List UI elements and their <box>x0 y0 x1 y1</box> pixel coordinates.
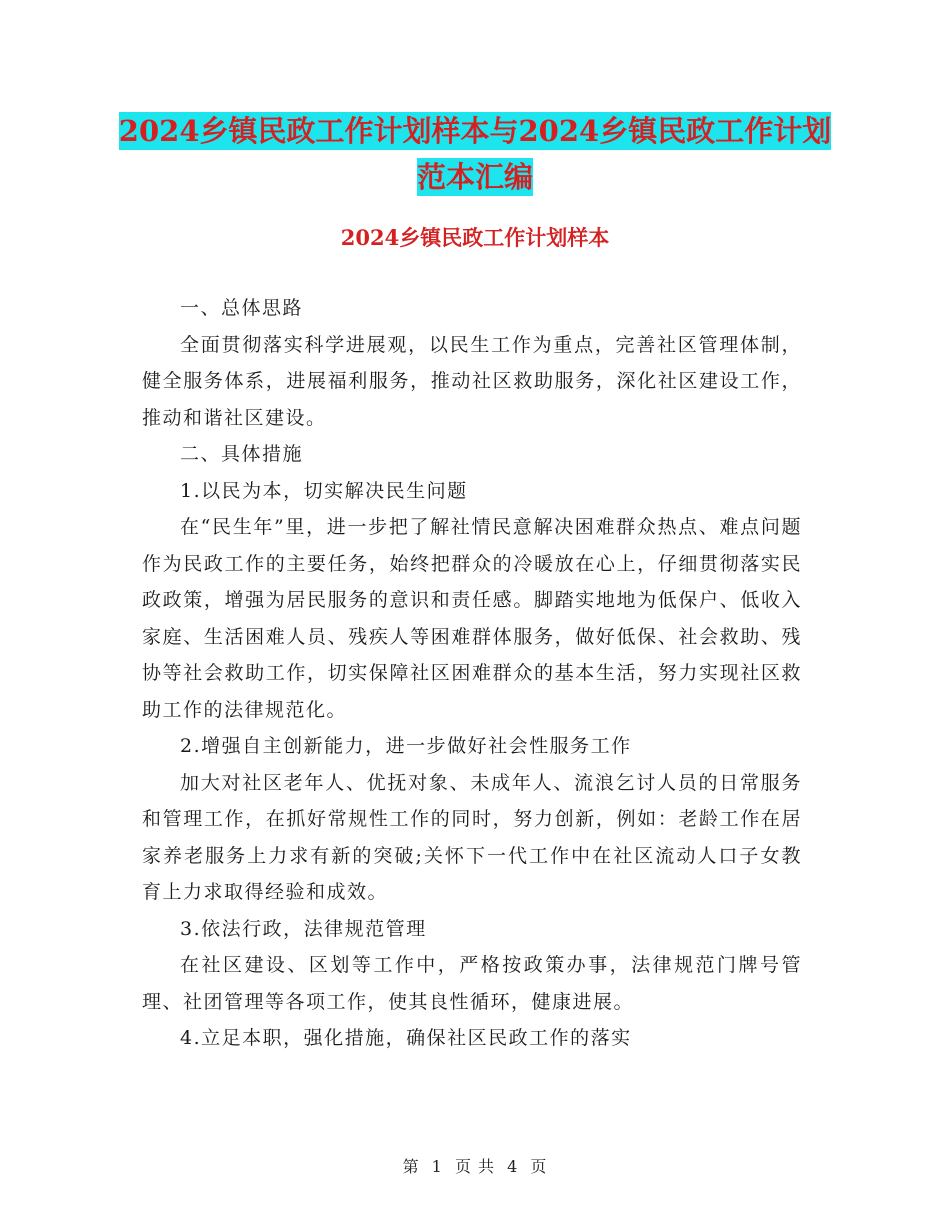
current-page-number: 1 <box>431 1157 443 1176</box>
paragraph: 加大对社区老年人、优抚对象、未成年人、流浪乞讨人员的日常服务和管理工作，在抓好常规性工作的同时，努力创新，例如：老龄工作在居家养老服务上力求有新的突破;关怀下一代工作中在社区流动人口子女教育上力求取得经验和成效。 <box>142 771 802 903</box>
total-pages: 4 <box>507 1157 519 1176</box>
document-title <box>0 108 950 200</box>
paragraph: 全面贯彻落实科学进展观，以民生工作为重点，完善社区管理体制，健全服务体系，进展福利服务，推动社区救助服务，深化社区建设工作，推动和谐社区建设。 <box>142 333 802 429</box>
page-mid: 页 共 <box>454 1157 496 1176</box>
subheading-4: 4.立足本职，强化措施，确保社区民政工作的落实 <box>180 1027 632 1049</box>
section-title: 2024乡镇民政工作计划样本 <box>340 225 610 250</box>
heading-overall-approach: 一、总体思路 <box>180 297 304 319</box>
page-suffix: 页 <box>530 1157 548 1176</box>
heading-specific-measures: 二、具体措施 <box>180 443 304 465</box>
subheading-1: 1.以民为本，切实解决民生问题 <box>180 479 468 502</box>
subheading-3: 3.依法行政，法律规范管理 <box>180 917 427 940</box>
document-body <box>142 290 802 1057</box>
title-line-1: 2024乡镇民政工作计划样本与2024乡镇民政工作计划 <box>118 114 832 148</box>
subheading-2: 2.增强自主创新能力，进一步做好社会性服务工作 <box>180 735 632 757</box>
paragraph: 在社区建设、区划等工作中，严格按政策办事，法律规范门牌号管理、社团管理等各项工作，使其良性循环，健康进展。 <box>142 954 802 1013</box>
page-prefix: 第 <box>402 1157 420 1176</box>
page-footer <box>0 1154 950 1177</box>
title-line-2: 范本汇编 <box>416 160 533 194</box>
paragraph: 在“民生年”里，进一步把了解社情民意解决困难群众热点、难点问题作为民政工作的主要任务，始终把群众的冷暖放在心上，仔细贯彻落实民政政策，增强为居民服务的意识和责任感。脚踏实地地为低保户、低收入家庭、生活困难人员、残疾人等困难群体服务，做好低保、社会救助、残协等社会救助工作，切实保障社区困难群众的基本生活，努力实现社区救助工作的法律规范化。 <box>142 516 802 721</box>
